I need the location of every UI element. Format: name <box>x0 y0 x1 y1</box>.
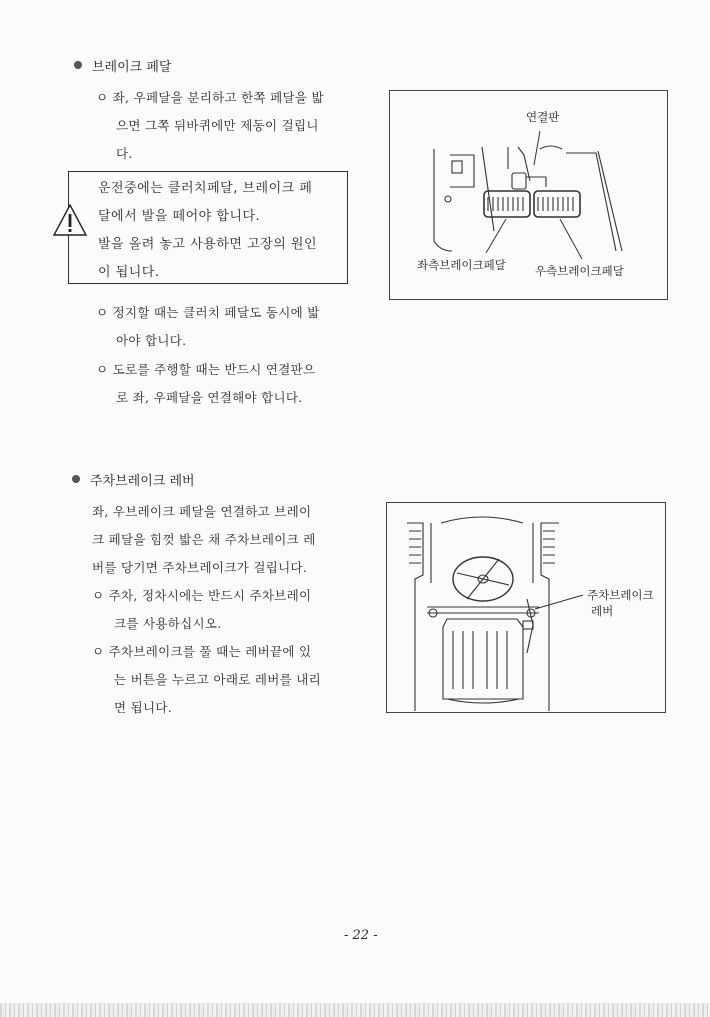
warning-text-line: 발을 올려 놓고 사용하면 고장의 원인 <box>98 237 318 252</box>
warning-text-line: 이 됩니다. <box>98 265 160 280</box>
text-line: 는 버튼을 누르고 아래로 레버를 내리 <box>114 672 321 687</box>
warning-text-line: 운전중에는 클러치페달, 브레이크 페 <box>98 181 313 196</box>
text-line: 좌, 우브레이크 페달을 연결하고 브레이 <box>92 504 312 519</box>
text-line: ㅇ 도로를 주행할 때는 반드시 연결판으 <box>96 362 316 377</box>
label-left-brake-pedal: 좌측브레이크페달 <box>417 258 506 272</box>
section-bullet-dot <box>74 61 82 69</box>
page-number: - 22 - <box>344 928 378 943</box>
label-right-brake-pedal: 우측브레이크페달 <box>535 264 624 278</box>
text-line: 로 좌, 우페달을 연결해야 합니다. <box>116 390 303 405</box>
text-line: ㅇ 좌, 우페달을 분리하고 한쪽 페달을 밟 <box>96 90 324 105</box>
text-line: 아야 합니다. <box>116 333 187 348</box>
section-title-brake-pedal: 브레이크 페달 <box>92 60 172 75</box>
warning-text-line: 달에서 발을 떼어야 합니다. <box>98 209 261 224</box>
label-parking-brake-lever-line2: 레버 <box>591 604 614 618</box>
scan-edge-artifact <box>0 1003 710 1017</box>
warning-triangle-icon <box>52 203 88 237</box>
label-connector-plate: 연결판 <box>526 110 560 124</box>
text-line: 크를 사용하십시오. <box>114 616 222 631</box>
text-line: 면 됩니다. <box>114 700 173 715</box>
label-parking-brake-lever-line1: 주차브레이크 <box>587 588 654 602</box>
section-title-parking-brake: 주차브레이크 레버 <box>90 474 195 489</box>
text-line: ㅇ 주차, 정차시에는 반드시 주차브레이 <box>92 588 312 603</box>
text-line: 으면 그쪽 뒤바퀴에만 제동이 걸립니 <box>116 118 319 133</box>
section-bullet-dot <box>72 475 80 483</box>
text-line: 크 페달을 힘껏 밟은 채 주차브레이크 레 <box>92 532 316 547</box>
brake-pedal-figure <box>389 90 668 300</box>
parking-brake-illustration <box>387 503 665 712</box>
text-line: 다. <box>116 146 133 161</box>
text-line: ㅇ 주차브레이크를 풀 때는 레버끝에 있 <box>92 644 312 659</box>
parking-brake-figure <box>386 502 666 713</box>
text-line: 버를 당기면 주차브레이크가 걸립니다. <box>92 560 308 575</box>
text-line: ㅇ 정지할 때는 클러치 페달도 동시에 밟 <box>96 305 320 320</box>
